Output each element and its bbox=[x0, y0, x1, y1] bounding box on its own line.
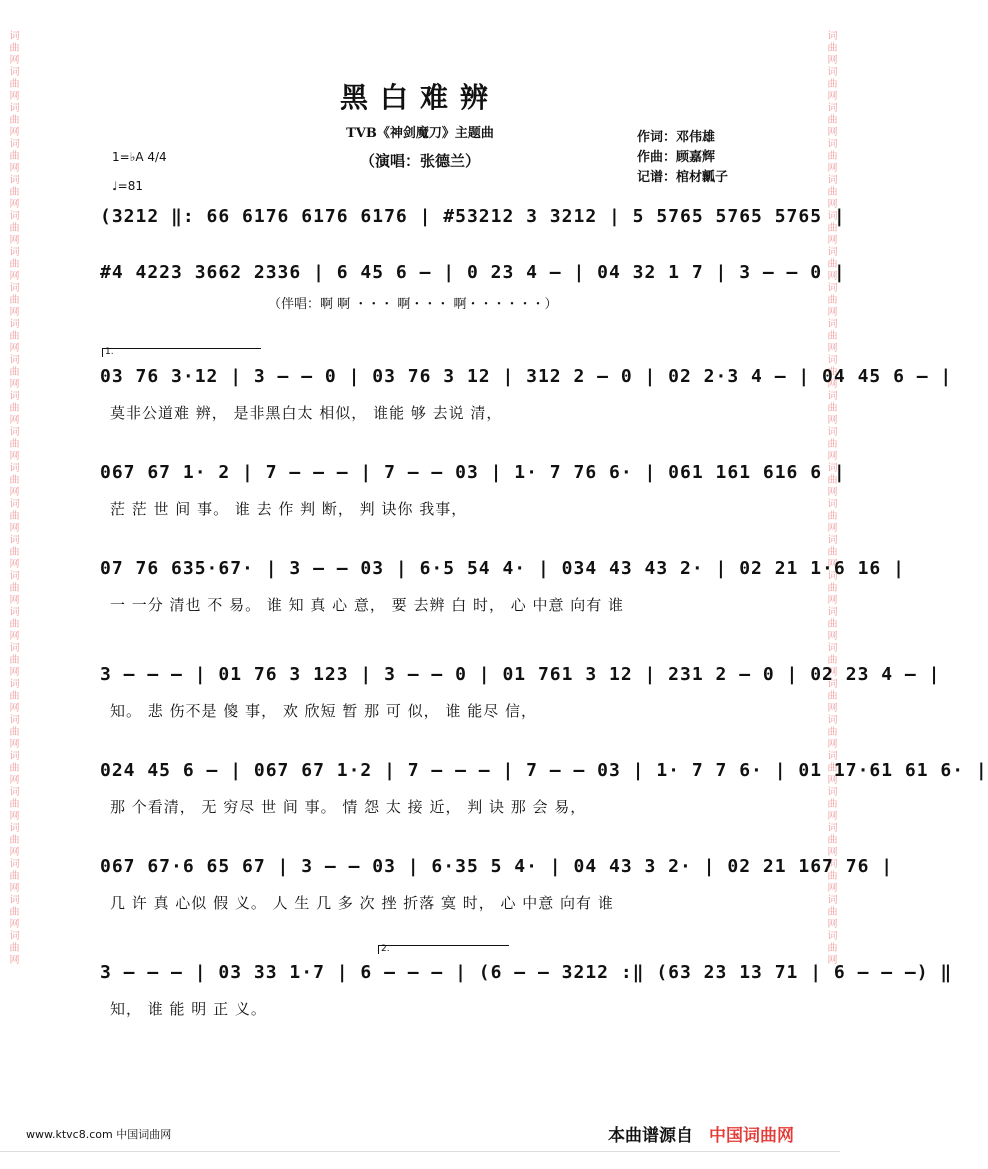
credits-block bbox=[637, 128, 728, 188]
source-label: 本曲谱源自 bbox=[608, 1126, 693, 1146]
notation-row bbox=[100, 962, 953, 996]
volta-2-bracket: 2. bbox=[378, 945, 509, 954]
song-title: 黑白难辨 bbox=[339, 81, 500, 114]
notes-line: 067 67·6 65 67 | 3 – – 03 | 6·35 5 4· | 04 43 3 2· | 02 21 167 76 | bbox=[100, 856, 894, 877]
tempo-marking: ♩=81 bbox=[112, 179, 143, 193]
notation-row bbox=[100, 856, 894, 890]
left-watermark-strip: 词曲网词曲网词曲网词曲网词曲网词曲网词曲网词曲网词曲网词曲网词曲网词曲网词曲网词曲网词曲网词曲网词曲网词曲网词曲网词曲网词曲网词曲网词曲网词曲网词曲网词曲网 bbox=[7, 30, 18, 966]
lyric-line: 莫非公道难 辨， 是非黑白太 相似， 谁能 够 去说 清， bbox=[110, 404, 503, 422]
notation-row bbox=[100, 366, 953, 400]
lyric-line: 茫 茫 世 间 事。 谁 去 作 判 断， 判 诀你 我事， bbox=[110, 500, 468, 518]
notation-row bbox=[100, 664, 941, 698]
notes-line: 067 67 1· 2 | 7 – – – | 7 – – 03 | 1· 7 76 6· | 061 161 616 6 | bbox=[100, 462, 846, 483]
lyric-line: 知。 悲 伤不是 傻 事， 欢 欣短 暂 那 可 似， 谁 能尽 信， bbox=[110, 702, 537, 720]
notes-line: (3212 ‖: 66 6176 6176 6176 | #53212 3 3212 | 5 5765 5765 5765 | bbox=[100, 206, 846, 227]
key-signature: 1=♭A 4/4 bbox=[112, 150, 167, 164]
singer-credit: （演唱：张德兰） bbox=[359, 152, 480, 170]
notation-row bbox=[100, 558, 905, 592]
footer-divider bbox=[0, 1151, 840, 1152]
song-subtitle: TVB《神剑魔刀》主题曲 bbox=[346, 126, 494, 141]
notes-line: 03 76 3·12 | 3 – – 0 | 03 76 3 12 | 312 2 – 0 | 02 2·3 4 – | 04 45 6 – | bbox=[100, 366, 953, 387]
footer-source bbox=[608, 1121, 794, 1146]
lyricist-credit: 作词：邓伟雄 bbox=[637, 130, 716, 145]
notes-line: 3 – – – | 03 33 1·7 | 6 – – – | (6 – – 3212 :‖ (63 23 13 71 | 6 – – –) ‖ bbox=[100, 962, 953, 983]
key-tempo-block bbox=[112, 150, 167, 194]
volta-1-bracket: 1. bbox=[102, 348, 261, 357]
lyric-line: 一 一分 清也 不 易。 谁 知 真 心 意， 要 去辨 白 时， 心 中意 向有 谁 bbox=[110, 596, 625, 614]
notes-line: #4 4223 3662 2336 | 6 45 6 – | 0 23 4 – | 04 32 1 7 | 3 – – 0 | bbox=[100, 262, 846, 283]
lyric-line: 那 个看清， 无 穷尽 世 间 事。 情 怨 太 接 近， 判 诀 那 会 易， bbox=[110, 798, 587, 816]
right-watermark-strip: 词曲网词曲网词曲网词曲网词曲网词曲网词曲网词曲网词曲网词曲网词曲网词曲网词曲网词曲网词曲网词曲网词曲网词曲网词曲网词曲网词曲网词曲网词曲网词曲网词曲网词曲网 bbox=[825, 30, 836, 966]
footer-url[interactable]: www.ktvc8.com 中国词曲网 bbox=[26, 1128, 172, 1141]
lyric-line: 知， 谁 能 明 正 义。 bbox=[110, 1000, 267, 1018]
notation-row bbox=[100, 262, 846, 296]
notation-row bbox=[100, 760, 988, 794]
notes-line: 3 – – – | 01 76 3 123 | 3 – – 0 | 01 761 3 12 | 231 2 – 0 | 02 23 4 – | bbox=[100, 664, 941, 685]
transcriber-credit: 记谱：棺材瓤子 bbox=[637, 170, 729, 185]
notation-row bbox=[100, 462, 846, 496]
notation-row bbox=[100, 206, 846, 240]
notes-line: 024 45 6 – | 067 67 1·2 | 7 – – – | 7 – – 03 | 1· 7 7 6· | 01 17·61 61 6· | bbox=[100, 760, 988, 781]
composer-credit: 作曲：顾嘉辉 bbox=[637, 150, 716, 165]
notes-line: 07 76 635·67· | 3 – – 03 | 6·5 54 4· | 034 43 43 2· | 02 21 1·6 16 | bbox=[100, 558, 905, 579]
chorus-line: （伴唱：啊 啊 ・・・ 啊・・・ 啊・・・・・・） bbox=[268, 297, 558, 312]
lyric-line: 几 许 真 心似 假 义。 人 生 几 多 次 挫 折落 寞 时， 心 中意 向有 谁 bbox=[110, 894, 614, 912]
brand-link[interactable]: 中国词曲网 bbox=[709, 1126, 794, 1146]
